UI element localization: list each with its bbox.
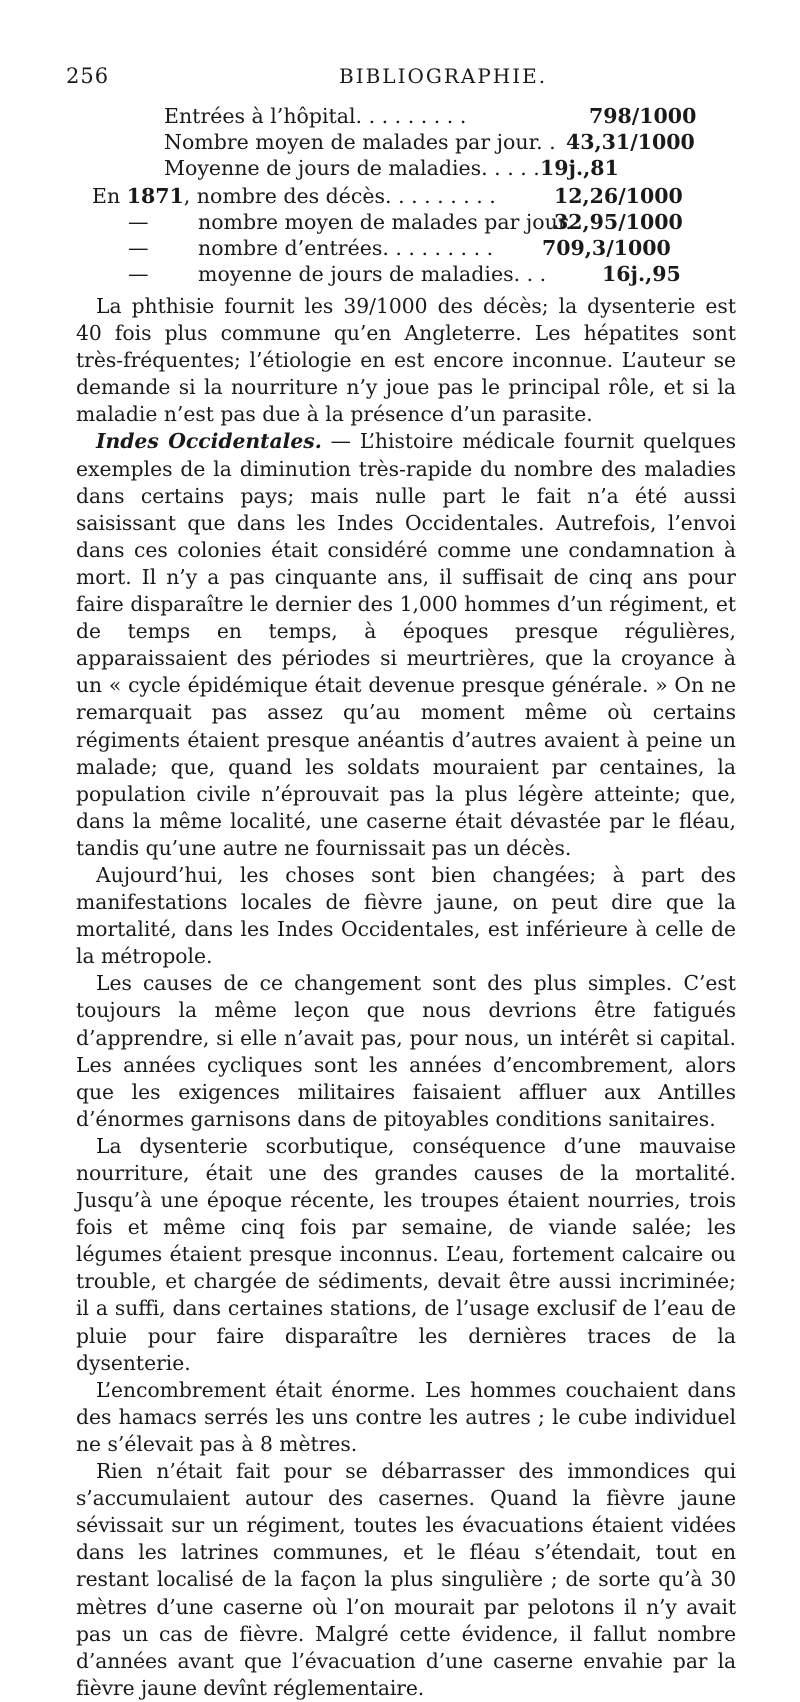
stat-label: Moyenne de jours de maladies. . . . . bbox=[164, 156, 540, 180]
stat-label: Nombre moyen de malades par jour. . bbox=[164, 130, 556, 154]
stat-row-1871-entries bbox=[92, 236, 692, 262]
stat-value: 12,26/1000 bbox=[554, 184, 683, 208]
paragraph-today: Aujourd’hui, les choses sont bien changées; à part des manifestations locales de fièvre jaune, on peut dire que la mortalité, dans les Indes Occidentales, est inférieure à celle de la métropole. bbox=[76, 862, 736, 969]
paragraph-dysentery: La dysenterie scorbutique, conséquence d’une mauvaise nourriture, était une des grandes causes de la mortalité. Jusqu’à une époque récente, les troupes étaient nourries, trois fois et même cinq fois par semaine, de viande salée; les légumes étaient presque inconnus. L’eau, fortement calcaire ou trouble, et chargée de sédiments, devait être aussi incriminée; il a suffi, dans certaines stations, de l’usage exclusif de l’eau de pluie pour faire disparaître les dernières traces de la dysenterie. bbox=[76, 1133, 736, 1375]
stat-label: , nombre des décès. . . . . . . . . bbox=[183, 184, 496, 208]
stat-row-sick-days bbox=[92, 156, 692, 182]
stat-row-entries bbox=[92, 104, 697, 130]
stat-label: moyenne de jours de maladies. . . bbox=[198, 262, 547, 286]
stat-value: 19j.,81 bbox=[540, 156, 619, 180]
dash: — bbox=[128, 236, 149, 260]
statistics-table bbox=[92, 104, 697, 288]
stat-label: Entrées à l’hôpital. . . . . . . . . bbox=[164, 104, 467, 128]
paragraph-causes: Les causes de ce changement sont des plus simples. C’est toujours la même leçon que nous devrions être fatigués d’apprendre, si elle n’avait pas, pour nous, un intérêt si capital. Les années cycliques sont les années d’encombrement, alors que les exigences militaires faisaient affluer aux Antilles d’énormes garnisons dans de pitoyables conditions sanitaires. bbox=[76, 971, 736, 1131]
stat-label: nombre moyen de malades par jour. bbox=[198, 210, 572, 234]
stat-row-1871-deaths bbox=[92, 184, 692, 210]
paragraph-filth: Rien n’était fait pour se débarrasser des immondices qui s’accumulaient autour des casernes. Quand la fièvre jaune sévissait sur un régiment, toutes les évacuations étaient vidées dans les latrines communes, et le fléau s’étendait, tout en restant localisé de la façon la plus singulière ; de sorte qu’à 30 mètres d’une caserne où l’on mourait par pelotons il n’y avait pas un cas de fièvre. Malgré cette évidence, il fallut nombre d’années avant que l’évacuation d’une caserne envahie par la fièvre jaune devînt réglementaire. bbox=[76, 1459, 736, 1700]
paragraph-overcrowding: L’encombrement était énorme. Les hommes couchaient dans des hamacs serrés les uns contre les autres ; le cube individuel ne s’élevait pas à 8 mètres. bbox=[76, 1377, 736, 1456]
body-text bbox=[76, 293, 736, 1702]
year-intro-word: En bbox=[92, 184, 121, 208]
year-intro bbox=[92, 184, 496, 208]
stat-row-1871-sick-days bbox=[92, 262, 692, 288]
stat-row-1871-daily-patients bbox=[92, 210, 692, 236]
dash: — bbox=[128, 262, 149, 286]
paragraph-west-indies bbox=[76, 428, 736, 862]
dash: — bbox=[128, 210, 149, 234]
stat-row-daily-patients bbox=[92, 130, 695, 156]
stat-value: 798/1000 bbox=[589, 104, 697, 128]
running-title: BIBLIOGRAPHIE. bbox=[339, 64, 548, 88]
stat-value: 709,3/1000 bbox=[542, 236, 671, 260]
section-heading: Indes Occidentales. bbox=[96, 429, 322, 454]
stat-value: 16j.,95 bbox=[602, 262, 681, 286]
stat-value: 32,95/1000 bbox=[554, 210, 683, 234]
stat-label: nombre d’entrées. . . . . . . . . bbox=[198, 236, 494, 260]
paragraph-phthisis: La phthisie fournit les 39/1000 des décès; la dysenterie est 40 fois plus commune qu’en Angleterre. Les hépatites sont très-fréquentes; l’étiologie en est encore inconnue. L’auteur se demande si la nourriture n’y joue pas le principal rôle, et si la maladie n’est pas due à la présence d’un parasite. bbox=[76, 294, 736, 427]
paragraph-text: — L’histoire médicale fournit quelques exemples de la diminution très-rapide du nombre des maladies dans certains pays; mais nulle part le fait n’a été aussi saisissant que dans les Indes Occidentales. Autrefois, l’envoi dans ces colonies était considéré comme une condamnation à mort. Il n’y a pas cinquante ans, il suffisait de cinq ans pour faire disparaître le dernier des 1,000 hommes d’un régiment, et de temps en temps, à époques presque régulières, apparaissaient des périodes si meurtrières, que la croyance à un « cycle épidémique était devenue presque générale. » On ne remarquait pas assez qu’au moment même où certains régiments étaient presque anéantis d’autres avaient à peine un malade; que, quand les soldats mouraient par centaines, la population civile n’éprouvait pas la plus légère atteinte; que, dans la même localité, une caserne était dévastée par le fléau, tandis qu’une autre ne fournissait pas un décès. bbox=[76, 429, 736, 860]
page-number: 256 bbox=[66, 64, 110, 88]
stat-value: 43,31/1000 bbox=[566, 130, 695, 154]
year-1871: 1871 bbox=[126, 184, 184, 208]
page-header bbox=[66, 64, 726, 94]
